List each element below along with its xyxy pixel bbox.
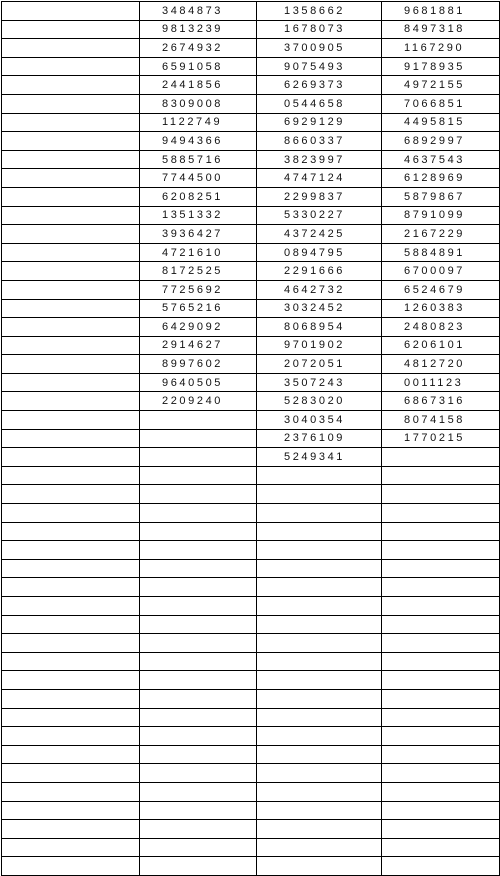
table-cell-col-3: 8497318 <box>382 20 500 39</box>
table-cell-col-1 <box>140 689 257 708</box>
table-cell-col-0 <box>2 373 140 392</box>
table-row <box>2 522 500 541</box>
table-cell-col-2: 3823997 <box>257 150 382 169</box>
number-table-sheet <box>1 1 499 876</box>
table-cell-col-1 <box>140 857 257 876</box>
table-cell-col-0 <box>2 411 140 430</box>
table-cell-col-3: 6867316 <box>382 392 500 411</box>
table-cell-col-3: 2480823 <box>382 318 500 337</box>
table-cell-col-1 <box>140 745 257 764</box>
table-cell-col-1: 2674932 <box>140 39 257 58</box>
table-cell-col-1 <box>140 485 257 504</box>
table-cell-col-3: 6892997 <box>382 132 500 151</box>
table-cell-col-1: 3936427 <box>140 225 257 244</box>
table-cell-col-2: 3507243 <box>257 373 382 392</box>
table-cell-col-2 <box>257 578 382 597</box>
table-cell-col-3: 8074158 <box>382 411 500 430</box>
table-cell-col-2 <box>257 745 382 764</box>
table-cell-col-3 <box>382 578 500 597</box>
table-cell-col-2: 1358662 <box>257 2 382 21</box>
table-cell-col-2: 5283020 <box>257 392 382 411</box>
table-cell-col-2: 9701902 <box>257 336 382 355</box>
table-row <box>2 262 500 281</box>
table-cell-col-1 <box>140 801 257 820</box>
table-cell-col-3: 2167229 <box>382 225 500 244</box>
table-cell-col-1 <box>140 522 257 541</box>
table-cell-col-0 <box>2 671 140 690</box>
table-cell-col-0 <box>2 597 140 616</box>
table-row <box>2 355 500 374</box>
table-cell-col-1: 7725692 <box>140 280 257 299</box>
table-row <box>2 764 500 783</box>
table-cell-col-0 <box>2 318 140 337</box>
table-row <box>2 745 500 764</box>
table-cell-col-1: 6591058 <box>140 57 257 76</box>
table-cell-col-0 <box>2 559 140 578</box>
table-cell-col-3: 4637543 <box>382 150 500 169</box>
table-cell-col-2 <box>257 764 382 783</box>
table-cell-col-3 <box>382 634 500 653</box>
table-cell-col-0 <box>2 392 140 411</box>
table-row <box>2 559 500 578</box>
table-cell-col-0 <box>2 355 140 374</box>
table-cell-col-1: 9494366 <box>140 132 257 151</box>
table-cell-col-0 <box>2 504 140 523</box>
table-row <box>2 820 500 839</box>
table-cell-col-0 <box>2 727 140 746</box>
table-cell-col-1: 8309008 <box>140 94 257 113</box>
table-cell-col-2: 3040354 <box>257 411 382 430</box>
table-cell-col-2: 1678073 <box>257 20 382 39</box>
table-cell-col-0 <box>2 187 140 206</box>
table-row <box>2 597 500 616</box>
table-row <box>2 187 500 206</box>
table-cell-col-2 <box>257 559 382 578</box>
table-row <box>2 336 500 355</box>
table-cell-col-0 <box>2 336 140 355</box>
table-cell-col-0 <box>2 820 140 839</box>
table-row <box>2 485 500 504</box>
table-cell-col-2 <box>257 820 382 839</box>
table-row <box>2 76 500 95</box>
table-cell-col-0 <box>2 262 140 281</box>
table-cell-col-2 <box>257 634 382 653</box>
table-cell-col-3 <box>382 857 500 876</box>
table-cell-col-1: 2441856 <box>140 76 257 95</box>
table-cell-col-1: 1351332 <box>140 206 257 225</box>
table-cell-col-2 <box>257 597 382 616</box>
table-cell-col-2: 6929129 <box>257 113 382 132</box>
table-cell-col-2 <box>257 671 382 690</box>
table-cell-col-1: 9640505 <box>140 373 257 392</box>
table-cell-col-0 <box>2 150 140 169</box>
table-row <box>2 373 500 392</box>
table-cell-col-3 <box>382 801 500 820</box>
table-cell-col-1: 2914627 <box>140 336 257 355</box>
table-row <box>2 634 500 653</box>
table-cell-col-2: 5249341 <box>257 448 382 467</box>
table-cell-col-2 <box>257 485 382 504</box>
table-cell-col-0 <box>2 280 140 299</box>
table-row <box>2 113 500 132</box>
table-cell-col-1 <box>140 727 257 746</box>
table-cell-col-0 <box>2 39 140 58</box>
table-row <box>2 504 500 523</box>
table-row <box>2 578 500 597</box>
table-row <box>2 857 500 876</box>
table-cell-col-3 <box>382 597 500 616</box>
table-cell-col-3: 4972155 <box>382 76 500 95</box>
table-cell-col-2 <box>257 801 382 820</box>
table-row <box>2 411 500 430</box>
table-cell-col-2: 4642732 <box>257 280 382 299</box>
table-cell-col-2: 2299837 <box>257 187 382 206</box>
table-cell-col-0 <box>2 485 140 504</box>
table-cell-col-2: 3032452 <box>257 299 382 318</box>
table-cell-col-2 <box>257 522 382 541</box>
table-cell-col-0 <box>2 652 140 671</box>
table-cell-col-1 <box>140 429 257 448</box>
table-cell-col-1 <box>140 782 257 801</box>
table-cell-col-1: 4721610 <box>140 243 257 262</box>
table-row <box>2 801 500 820</box>
table-cell-col-2: 8068954 <box>257 318 382 337</box>
table-row <box>2 727 500 746</box>
table-cell-col-0 <box>2 764 140 783</box>
table-cell-col-1 <box>140 559 257 578</box>
table-cell-col-3 <box>382 671 500 690</box>
table-cell-col-0 <box>2 745 140 764</box>
table-cell-col-0 <box>2 541 140 560</box>
table-row <box>2 448 500 467</box>
table-cell-col-0 <box>2 615 140 634</box>
table-cell-col-3: 6524679 <box>382 280 500 299</box>
table-cell-col-1 <box>140 504 257 523</box>
table-row <box>2 280 500 299</box>
table-cell-col-0 <box>2 708 140 727</box>
table-cell-col-0 <box>2 225 140 244</box>
table-cell-col-0 <box>2 132 140 151</box>
table-cell-col-1 <box>140 411 257 430</box>
table-cell-col-2 <box>257 838 382 857</box>
table-cell-col-3 <box>382 541 500 560</box>
table-row <box>2 20 500 39</box>
table-cell-col-0 <box>2 243 140 262</box>
table-cell-col-0 <box>2 466 140 485</box>
number-table <box>1 1 500 876</box>
table-row <box>2 132 500 151</box>
table-cell-col-0 <box>2 57 140 76</box>
table-cell-col-3: 5879867 <box>382 187 500 206</box>
table-cell-col-0 <box>2 857 140 876</box>
table-cell-col-3 <box>382 764 500 783</box>
table-cell-col-1: 1122749 <box>140 113 257 132</box>
table-row <box>2 541 500 560</box>
table-cell-col-0 <box>2 634 140 653</box>
table-cell-col-2: 5330227 <box>257 206 382 225</box>
table-cell-col-2 <box>257 615 382 634</box>
table-cell-col-2 <box>257 708 382 727</box>
table-cell-col-2: 2376109 <box>257 429 382 448</box>
table-cell-col-2 <box>257 504 382 523</box>
table-cell-col-0 <box>2 299 140 318</box>
table-cell-col-3 <box>382 745 500 764</box>
table-cell-col-1 <box>140 578 257 597</box>
table-cell-col-3 <box>382 727 500 746</box>
table-cell-col-3 <box>382 689 500 708</box>
table-cell-col-3 <box>382 615 500 634</box>
table-cell-col-2: 4372425 <box>257 225 382 244</box>
table-cell-col-1: 7744500 <box>140 169 257 188</box>
table-row <box>2 671 500 690</box>
table-row <box>2 429 500 448</box>
table-cell-col-0 <box>2 429 140 448</box>
table-cell-col-3 <box>382 559 500 578</box>
table-cell-col-0 <box>2 113 140 132</box>
table-cell-col-2: 0544658 <box>257 94 382 113</box>
table-row <box>2 39 500 58</box>
table-row <box>2 838 500 857</box>
table-body <box>2 2 500 876</box>
table-row <box>2 466 500 485</box>
table-cell-col-2: 8660337 <box>257 132 382 151</box>
table-cell-col-3 <box>382 504 500 523</box>
table-cell-col-3 <box>382 782 500 801</box>
table-cell-col-1 <box>140 615 257 634</box>
table-cell-col-1 <box>140 541 257 560</box>
table-cell-col-0 <box>2 782 140 801</box>
table-cell-col-2 <box>257 541 382 560</box>
table-cell-col-2 <box>257 782 382 801</box>
table-cell-col-3: 9681881 <box>382 2 500 21</box>
table-cell-col-1 <box>140 838 257 857</box>
table-row <box>2 299 500 318</box>
table-row <box>2 57 500 76</box>
table-cell-col-3: 4495815 <box>382 113 500 132</box>
table-cell-col-3: 4812720 <box>382 355 500 374</box>
table-cell-col-1: 8172525 <box>140 262 257 281</box>
table-cell-col-3: 1770215 <box>382 429 500 448</box>
table-cell-col-1: 5885716 <box>140 150 257 169</box>
table-row <box>2 318 500 337</box>
table-row <box>2 615 500 634</box>
table-cell-col-0 <box>2 76 140 95</box>
table-cell-col-1 <box>140 448 257 467</box>
table-cell-col-1: 6429092 <box>140 318 257 337</box>
table-cell-col-3 <box>382 708 500 727</box>
table-cell-col-2 <box>257 466 382 485</box>
table-row <box>2 652 500 671</box>
table-cell-col-1: 8997602 <box>140 355 257 374</box>
table-cell-col-1 <box>140 764 257 783</box>
table-cell-col-1 <box>140 652 257 671</box>
table-row <box>2 225 500 244</box>
table-row <box>2 708 500 727</box>
table-row <box>2 243 500 262</box>
table-cell-col-2 <box>257 727 382 746</box>
table-cell-col-3: 1167290 <box>382 39 500 58</box>
table-cell-col-0 <box>2 2 140 21</box>
table-cell-col-0 <box>2 689 140 708</box>
table-cell-col-2: 0894795 <box>257 243 382 262</box>
table-row <box>2 689 500 708</box>
table-cell-col-0 <box>2 20 140 39</box>
table-cell-col-1 <box>140 466 257 485</box>
table-cell-col-2: 4747124 <box>257 169 382 188</box>
table-row <box>2 782 500 801</box>
table-cell-col-1 <box>140 597 257 616</box>
table-row <box>2 2 500 21</box>
table-cell-col-2: 9075493 <box>257 57 382 76</box>
table-cell-col-3: 0011123 <box>382 373 500 392</box>
table-cell-col-1 <box>140 671 257 690</box>
table-cell-col-1: 2209240 <box>140 392 257 411</box>
table-row <box>2 94 500 113</box>
table-cell-col-3 <box>382 820 500 839</box>
table-cell-col-2 <box>257 689 382 708</box>
table-cell-col-1 <box>140 820 257 839</box>
table-cell-col-3: 6700097 <box>382 262 500 281</box>
table-row <box>2 150 500 169</box>
table-cell-col-0 <box>2 801 140 820</box>
table-cell-col-3: 1260383 <box>382 299 500 318</box>
table-cell-col-0 <box>2 838 140 857</box>
table-cell-col-3 <box>382 448 500 467</box>
table-cell-col-3 <box>382 466 500 485</box>
table-cell-col-1: 5765216 <box>140 299 257 318</box>
table-cell-col-0 <box>2 169 140 188</box>
table-cell-col-3: 9178935 <box>382 57 500 76</box>
table-cell-col-1 <box>140 708 257 727</box>
table-cell-col-0 <box>2 206 140 225</box>
table-cell-col-3 <box>382 522 500 541</box>
table-cell-col-0 <box>2 448 140 467</box>
table-cell-col-3 <box>382 838 500 857</box>
table-cell-col-3: 8791099 <box>382 206 500 225</box>
table-cell-col-0 <box>2 522 140 541</box>
table-cell-col-3: 6128969 <box>382 169 500 188</box>
table-cell-col-1: 9813239 <box>140 20 257 39</box>
table-cell-col-1: 3484873 <box>140 2 257 21</box>
table-cell-col-0 <box>2 578 140 597</box>
table-cell-col-2: 2072051 <box>257 355 382 374</box>
table-cell-col-3: 7066851 <box>382 94 500 113</box>
table-cell-col-1: 6208251 <box>140 187 257 206</box>
table-cell-col-1 <box>140 634 257 653</box>
table-cell-col-2 <box>257 652 382 671</box>
table-cell-col-3: 6206101 <box>382 336 500 355</box>
table-row <box>2 392 500 411</box>
table-cell-col-2 <box>257 857 382 876</box>
table-cell-col-3: 5884891 <box>382 243 500 262</box>
table-cell-col-3 <box>382 652 500 671</box>
table-row <box>2 206 500 225</box>
table-cell-col-2: 6269373 <box>257 76 382 95</box>
table-row <box>2 169 500 188</box>
table-cell-col-3 <box>382 485 500 504</box>
table-cell-col-0 <box>2 94 140 113</box>
table-cell-col-2: 3700905 <box>257 39 382 58</box>
table-cell-col-2: 2291666 <box>257 262 382 281</box>
